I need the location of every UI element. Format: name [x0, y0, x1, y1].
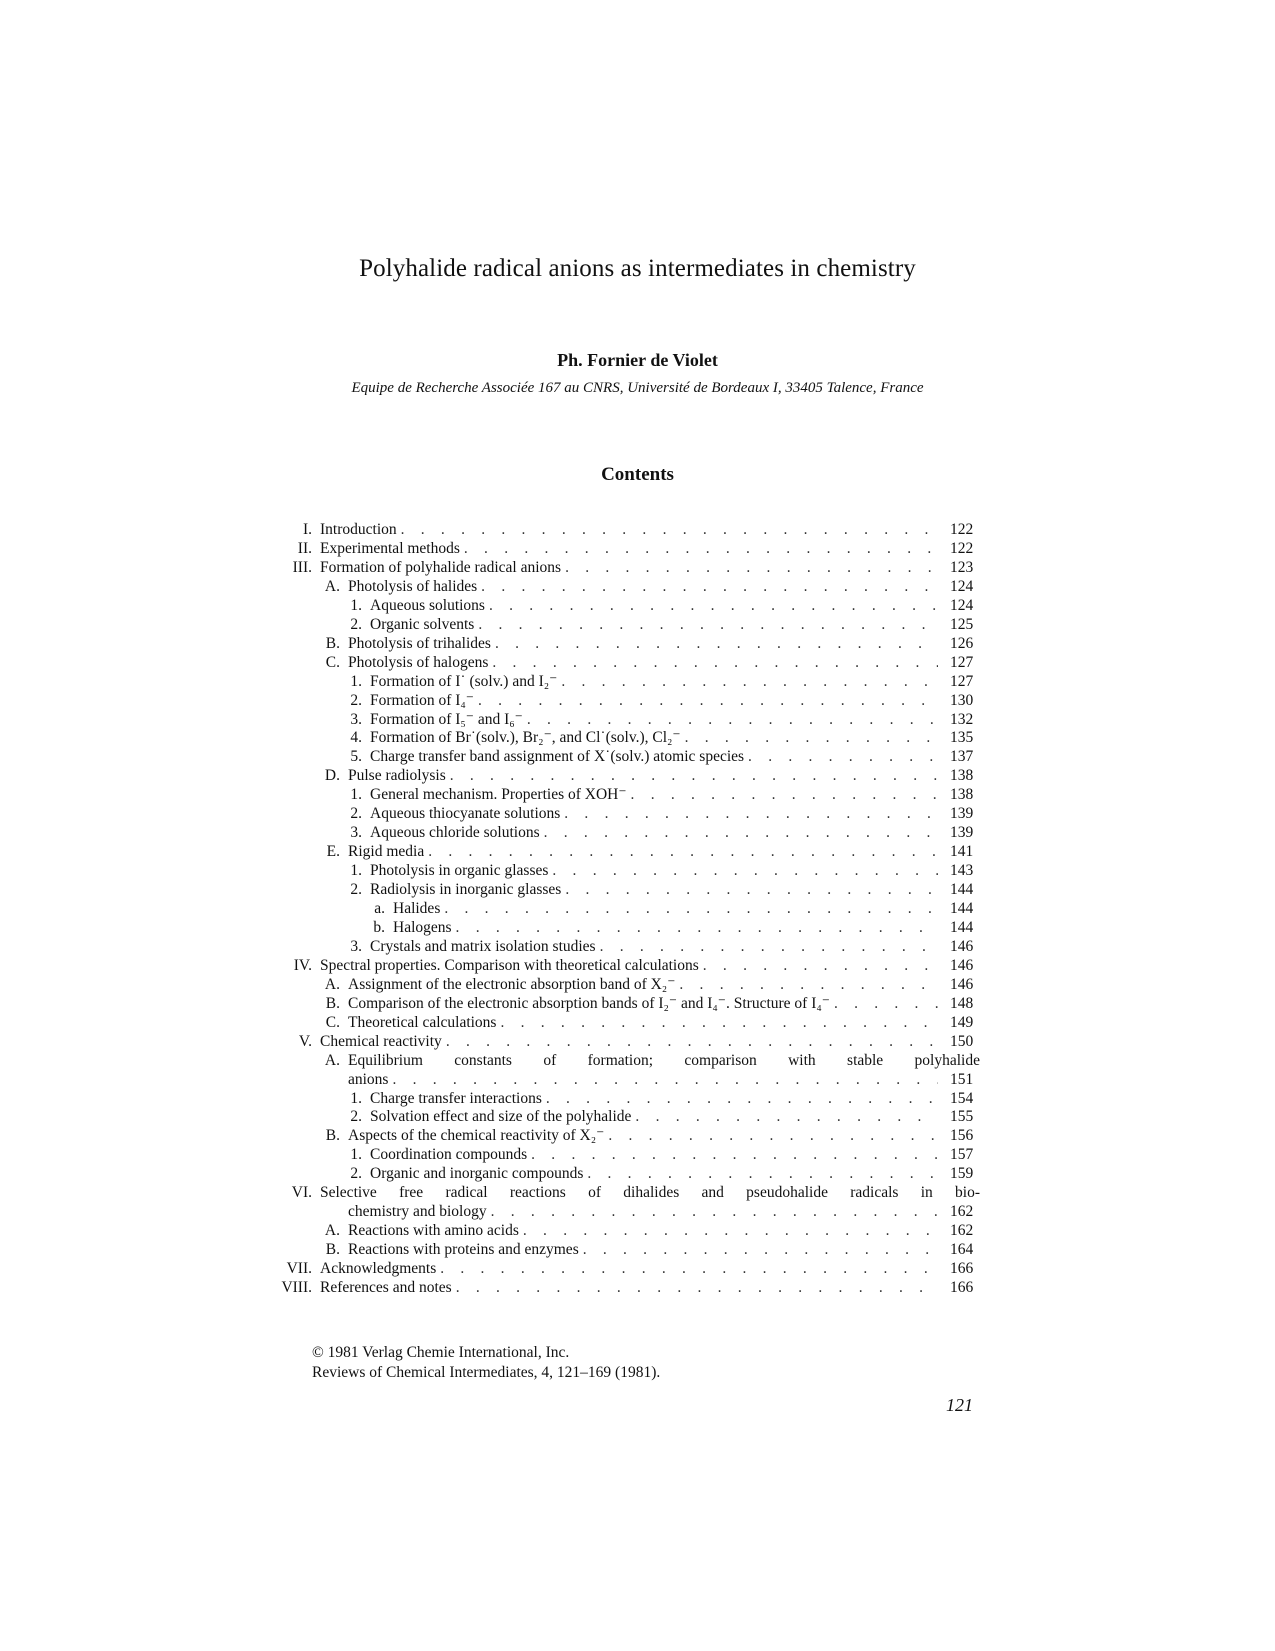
toc-number: 2. — [350, 691, 362, 709]
toc-page-number: 150 — [950, 1032, 974, 1050]
dot-leader — [401, 520, 938, 539]
dot-leader — [608, 1126, 938, 1145]
toc-number: C. — [325, 653, 340, 671]
toc-row — [0, 842, 1275, 861]
dot-leader — [440, 1259, 938, 1278]
toc-entry-text: chemistry and biology — [348, 1203, 487, 1221]
dot-leader — [564, 804, 938, 823]
toc-entry-text: Theoretical calculations — [348, 1013, 497, 1031]
toc-row — [0, 1278, 1275, 1297]
toc-number: VII. — [286, 1260, 312, 1278]
toc-entry-text: Aspects of the chemical reactivity of X₂⁻ — [348, 1127, 605, 1145]
toc-page-number: 154 — [950, 1089, 974, 1107]
toc-number: 2. — [350, 1108, 362, 1126]
toc-entry-text: Halides — [393, 900, 441, 917]
toc-entry-text: Reactions with amino acids — [348, 1222, 519, 1240]
dot-leader — [464, 539, 938, 558]
toc-entry-text: Formation of I₅⁻ and I₆⁻ — [370, 710, 523, 728]
toc-page-number: 146 — [950, 956, 974, 974]
toc-number: A. — [324, 1222, 340, 1240]
toc-page-number: 122 — [950, 521, 974, 538]
toc-entry-text: Organic solvents — [370, 615, 475, 633]
dot-leader — [703, 956, 938, 975]
toc-page-number: 149 — [950, 1013, 974, 1031]
toc-row — [0, 1145, 1275, 1164]
toc-page-number: 138 — [950, 786, 974, 804]
toc-row — [0, 710, 1275, 729]
toc-entry-text: Introduction — [320, 521, 397, 538]
toc-entry-text: Charge transfer interactions — [370, 1089, 542, 1107]
toc-row — [0, 766, 1275, 785]
toc-row — [0, 994, 1275, 1013]
toc-entry-text: Photolysis of halides — [348, 577, 478, 595]
dot-leader — [392, 1070, 938, 1089]
toc-row — [0, 1013, 1275, 1032]
toc-row — [0, 539, 1275, 558]
toc-row — [0, 672, 1275, 691]
toc-number: B. — [325, 634, 340, 652]
dot-leader — [565, 558, 938, 577]
toc-page-number: 127 — [950, 653, 974, 671]
toc-entry-text: Comparison of the electronic absorption bands of I₂⁻ and I₄⁻. Structure of I₄⁻ — [348, 994, 830, 1012]
toc-row — [0, 937, 1275, 956]
toc-row — [0, 1051, 1275, 1070]
dot-leader — [565, 880, 938, 899]
dot-leader — [583, 1240, 938, 1259]
toc-entry-text: Halogens — [393, 918, 452, 936]
toc-entry-text: Chemical reactivity — [320, 1032, 442, 1050]
dot-leader — [679, 975, 938, 994]
toc-entry-text: Selective free radical reactions of dihalides and pseudohalide radicals in bio- — [320, 1184, 980, 1202]
dot-leader — [491, 1202, 938, 1221]
dot-leader — [478, 691, 938, 710]
page-number: 121 — [946, 1395, 973, 1415]
toc-page-number: 164 — [950, 1241, 974, 1259]
citation-line: Reviews of Chemical Intermediates, 4, 121–169 (1981). — [312, 1364, 661, 1381]
toc-entry-text: Spectral properties. Comparison with theoretical calculations — [320, 956, 699, 974]
toc-entry-text: Equilibrium constants of formation; comparison with stable polyhalide — [348, 1051, 980, 1069]
dot-leader — [446, 1032, 938, 1051]
toc-entry-text: Formation of I₄⁻ — [370, 691, 474, 709]
copyright-line: © 1981 Verlag Chemie International, Inc. — [312, 1344, 570, 1361]
dot-leader — [428, 842, 938, 861]
toc-page-number: 144 — [950, 918, 974, 936]
dot-leader — [685, 728, 938, 747]
toc-entry-text: Photolysis of trihalides — [348, 634, 491, 652]
dot-leader — [544, 823, 938, 842]
toc-entry-text: Aqueous chloride solutions — [370, 824, 540, 842]
dot-leader — [635, 1107, 938, 1126]
toc-row — [0, 1164, 1275, 1183]
toc-page-number: 144 — [950, 881, 974, 899]
toc-row — [0, 1032, 1275, 1051]
toc-page-number: 135 — [950, 729, 974, 747]
toc-number: A. — [324, 1051, 340, 1069]
toc-page-number: 143 — [950, 862, 974, 880]
dot-leader — [500, 1013, 938, 1032]
toc-row — [0, 634, 1275, 653]
dot-leader — [481, 577, 938, 596]
toc-page-number: 137 — [950, 748, 974, 766]
toc-page-number: 138 — [950, 767, 974, 785]
toc-entry-text: Aqueous solutions — [370, 596, 485, 614]
toc-page-number: 130 — [950, 691, 974, 709]
toc-row — [0, 1126, 1275, 1145]
author-affiliation: Equipe de Recherche Associée 167 au CNRS, Université de Bordeaux I, 33405 Talence, France — [351, 380, 924, 396]
toc-entry-text: General mechanism. Properties of XOH⁻ — [370, 786, 627, 804]
toc-number: a. — [374, 900, 385, 917]
toc-row — [0, 615, 1275, 634]
toc-page-number: 146 — [950, 937, 974, 955]
toc-entry-text: Formation of Br˙(solv.), Br₂⁻, and Cl˙(solv.), Cl₂⁻ — [370, 729, 681, 747]
dot-leader — [444, 899, 938, 918]
toc-row — [0, 653, 1275, 672]
toc-number: 2. — [350, 881, 362, 899]
toc-number: B. — [325, 994, 340, 1012]
toc-entry-text: Rigid media — [348, 843, 425, 861]
toc-row — [0, 728, 1275, 747]
toc-row — [0, 823, 1275, 842]
toc-page-number: 139 — [950, 805, 974, 823]
toc-number: I. — [302, 521, 312, 538]
toc-page-number: 124 — [950, 596, 974, 614]
toc-row — [0, 1202, 1275, 1221]
toc-page-number: 156 — [950, 1127, 974, 1145]
author-name: Ph. Fornier de Violet — [557, 350, 718, 370]
toc-number: 1. — [350, 1089, 362, 1107]
article-title: Polyhalide radical anions as intermediates in chemistry — [359, 255, 916, 282]
toc-entry-text: Crystals and matrix isolation studies — [370, 937, 596, 955]
toc-row — [0, 1183, 1275, 1202]
toc-row — [0, 558, 1275, 577]
toc-entry-text: Radiolysis in inorganic glasses — [370, 881, 562, 899]
toc-number: 1. — [350, 596, 362, 614]
toc-row — [0, 1107, 1275, 1126]
dot-leader — [456, 1278, 938, 1297]
toc-number: V. — [298, 1032, 312, 1050]
toc-page-number: 157 — [950, 1146, 974, 1164]
toc-page-number: 122 — [950, 539, 974, 557]
toc-row — [0, 918, 1275, 937]
toc-row — [0, 880, 1275, 899]
toc-number: E. — [326, 843, 340, 861]
toc-row — [0, 785, 1275, 804]
toc-number: 2. — [350, 805, 362, 823]
toc-entry-text: Acknowledgments — [320, 1260, 437, 1278]
toc-page-number: 159 — [950, 1165, 974, 1183]
toc-page-number: 123 — [950, 558, 974, 576]
toc-row — [0, 520, 1275, 539]
toc-entry-text: Photolysis in organic glasses — [370, 862, 549, 880]
dot-leader — [492, 653, 938, 672]
toc-page-number: 146 — [950, 975, 974, 993]
toc-number: 1. — [350, 786, 362, 804]
toc-row — [0, 899, 1275, 918]
toc-row — [0, 577, 1275, 596]
dot-leader — [834, 994, 938, 1013]
toc-number: VIII. — [281, 1279, 312, 1296]
toc-entry-text: Reactions with proteins and enzymes — [348, 1241, 579, 1259]
toc-entry-text: References and notes — [320, 1279, 452, 1296]
toc-row — [0, 804, 1275, 823]
toc-row — [0, 1070, 1275, 1089]
dot-leader — [450, 766, 938, 785]
toc-number: B. — [325, 1241, 340, 1259]
toc-row — [0, 691, 1275, 710]
toc-row — [0, 747, 1275, 766]
toc-page-number: 162 — [950, 1222, 974, 1240]
toc-row — [0, 1221, 1275, 1240]
dot-leader — [600, 937, 938, 956]
dot-leader — [478, 615, 938, 634]
toc-row — [0, 1240, 1275, 1259]
toc-number: 3. — [350, 824, 362, 842]
toc-page-number: 151 — [950, 1070, 974, 1088]
toc-entry-text: Experimental methods — [320, 539, 460, 557]
dot-leader — [748, 747, 938, 766]
toc-page-number: 144 — [950, 900, 974, 917]
toc-row — [0, 596, 1275, 615]
toc-page-number: 166 — [950, 1279, 974, 1296]
dot-leader — [523, 1221, 938, 1240]
toc-entry-text: Photolysis of halogens — [348, 653, 489, 671]
toc-page-number: 155 — [950, 1108, 974, 1126]
toc-number: 1. — [350, 672, 362, 690]
toc-entry-text: Solvation effect and size of the polyhalide — [370, 1108, 632, 1126]
dot-leader — [587, 1164, 938, 1183]
dot-leader — [561, 672, 938, 691]
toc-page-number: 162 — [950, 1203, 974, 1221]
dot-leader — [552, 861, 938, 880]
toc-page-number: 126 — [950, 634, 974, 652]
dot-leader — [631, 785, 938, 804]
toc-row — [0, 1259, 1275, 1278]
toc-number: A. — [324, 577, 340, 595]
toc-number: D. — [324, 767, 340, 785]
dot-leader — [546, 1089, 938, 1108]
toc-page-number: 127 — [950, 672, 974, 690]
dot-leader — [489, 596, 938, 615]
toc-number: III. — [292, 558, 312, 576]
toc-number: IV. — [293, 956, 312, 974]
toc-entry-text: Organic and inorganic compounds — [370, 1165, 584, 1183]
toc-number: A. — [324, 975, 340, 993]
dot-leader — [495, 634, 938, 653]
toc-number: b. — [373, 918, 385, 936]
toc-row — [0, 975, 1275, 994]
toc-number: 5. — [350, 748, 362, 766]
toc-number: B. — [325, 1127, 340, 1145]
dot-leader — [531, 1145, 938, 1164]
toc-number: 1. — [350, 1146, 362, 1164]
toc-number: 2. — [350, 1165, 362, 1183]
toc-row — [0, 861, 1275, 880]
toc-entry-text: Formation of I˙ (solv.) and I₂⁻ — [370, 672, 558, 690]
toc-entry-text: Coordination compounds — [370, 1146, 528, 1164]
contents-heading: Contents — [601, 464, 674, 485]
toc-page-number: 148 — [950, 994, 974, 1012]
toc-entry-text: Aqueous thiocyanate solutions — [370, 805, 561, 823]
toc-entry-text: Charge transfer band assignment of X˙(solv.) atomic species — [370, 748, 745, 766]
toc-page-number: 166 — [950, 1260, 974, 1278]
toc-number: 4. — [350, 729, 362, 747]
toc-page-number: 141 — [950, 843, 974, 861]
toc-number: II. — [297, 539, 312, 557]
toc-entry-text: Formation of polyhalide radical anions — [320, 558, 562, 576]
dot-leader — [456, 918, 938, 937]
toc-number: 1. — [350, 862, 362, 880]
toc-number: 2. — [350, 615, 362, 633]
toc-number: VI. — [291, 1184, 312, 1202]
toc-page-number: 124 — [950, 577, 974, 595]
toc-page-number: 132 — [950, 710, 974, 728]
dot-leader — [527, 710, 938, 729]
toc-row — [0, 956, 1275, 975]
toc-entry-text: Assignment of the electronic absorption band of X₂⁻ — [348, 975, 676, 993]
toc-page-number: 139 — [950, 824, 974, 842]
toc-row — [0, 1089, 1275, 1108]
toc-entry-text: Pulse radiolysis — [348, 767, 446, 785]
toc-page-number: 125 — [950, 615, 974, 633]
toc-entry-text: anions — [348, 1070, 389, 1088]
toc-number: 3. — [350, 710, 362, 728]
toc-number: 3. — [350, 937, 362, 955]
toc-number: C. — [325, 1013, 340, 1031]
